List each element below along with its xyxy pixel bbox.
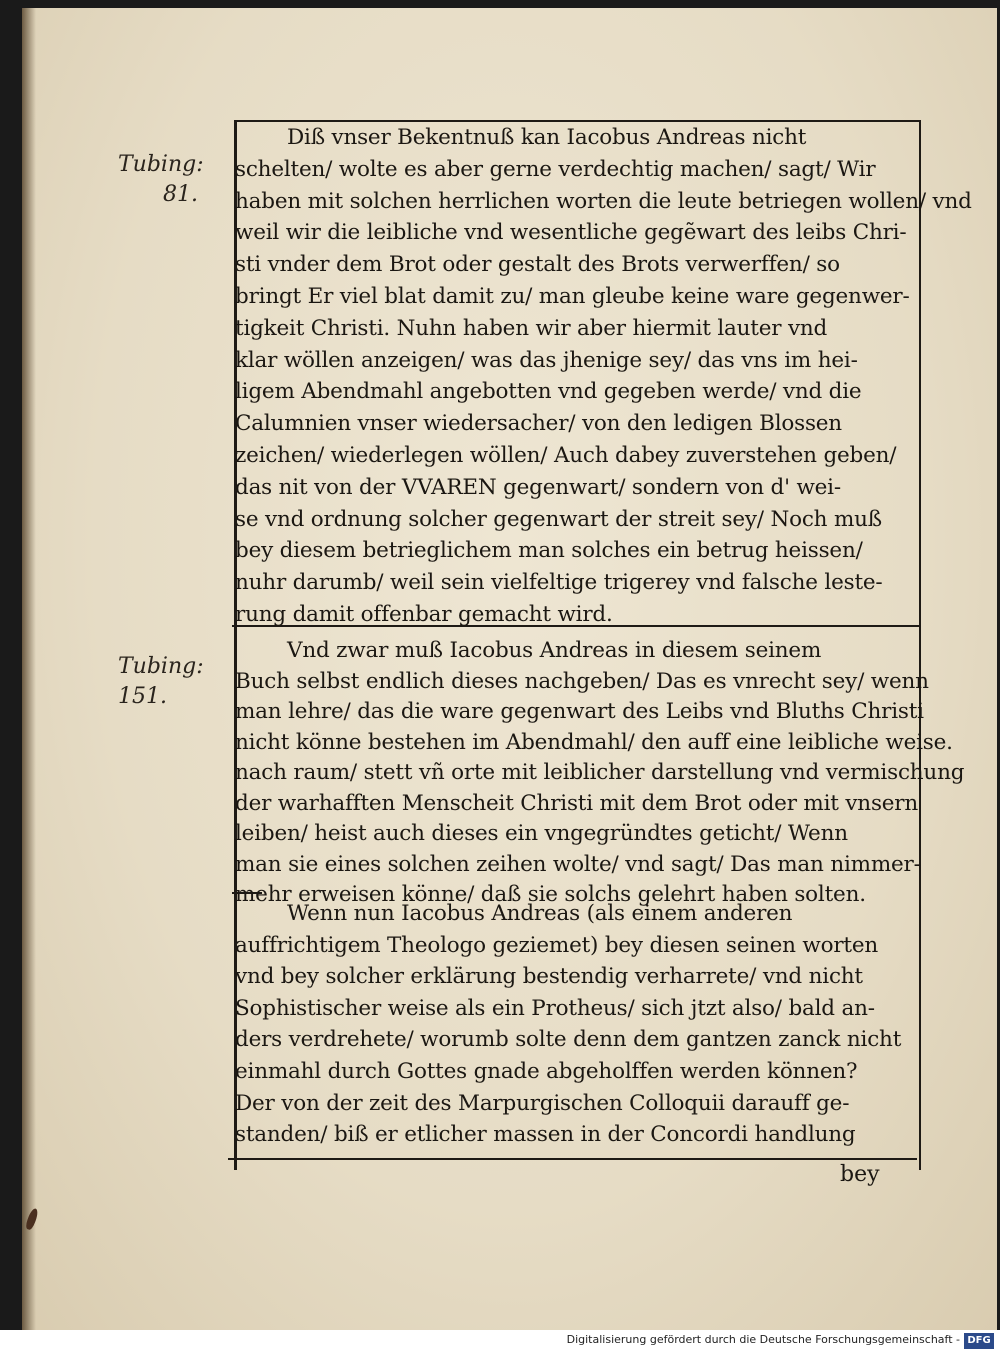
text-line: das nit von der VVAREN gegenwart/ sondern von d' wei- xyxy=(235,474,841,500)
text-line: Vnd zwar muß Iacobus Andreas in diesem seinem xyxy=(287,638,822,663)
text-line: standen/ biß er etlicher massen in der Concordi handlung xyxy=(235,1122,856,1148)
text-line: mehr erweisen könne/ daß sie solchs gelehrt haben solten. xyxy=(235,882,866,907)
text-line: rung damit offenbar gemacht wird. xyxy=(235,601,613,627)
text-line: nach raum/ stett vñ orte mit leiblicher darstellung vnd vermischung xyxy=(235,760,965,785)
text-line: nuhr darumb/ weil sein vielfeltige trigerey vnd falsche leste- xyxy=(235,570,883,596)
text-line: einmahl durch Gottes gnade abgeholffen werden können? xyxy=(235,1058,858,1084)
funding-credit: Digitalisierung gefördert durch die Deutsche Forschungsgemeinschaft - xyxy=(566,1333,960,1346)
text-line: nicht könne bestehen im Abendmahl/ den auff eine leibliche weise. xyxy=(235,729,953,755)
text-line: bey diesem betrieglichem man solches ein betrug heissen/ xyxy=(235,538,863,564)
text-line: schelten/ wolte es aber gerne verdechtig machen/ sagt/ Wir xyxy=(235,156,876,182)
text-line: bringt Er viel blat damit zu/ man gleube keine ware gegenwer- xyxy=(235,283,910,309)
margin-note-2 xyxy=(118,652,208,712)
text-line: zeichen/ wiederlegen wöllen/ Auch dabey zuverstehen geben/ xyxy=(235,442,897,468)
text-line: man sie eines solchen zeihen wolte/ vnd sagt/ Das man nimmer- xyxy=(235,851,921,877)
text-line: Buch selbst endlich dieses nachgeben/ Das es vnrecht sey/ wenn xyxy=(235,668,929,694)
text-line: vnd bey solcher erklärung bestendig verharrete/ vnd nicht xyxy=(235,964,863,990)
paragraph-1 xyxy=(235,122,972,631)
text-line: haben mit solchen herrlichen worten die leute betriegen wollen/ vnd xyxy=(235,188,972,214)
frame-bottom-line xyxy=(228,1158,917,1160)
paragraph-2 xyxy=(235,636,965,911)
text-line: Sophistischer weise als ein Protheus/ sich jtzt also/ bald an- xyxy=(235,995,875,1021)
text-line: tigkeit Christi. Nuhn haben wir aber hiermit lauter vnd xyxy=(235,315,828,341)
text-line: man lehre/ das die ware gegenwart des Leibs vnd Bluths Christi xyxy=(235,699,924,724)
margin-note-page: 81. xyxy=(163,182,198,207)
text-line: sti vnder dem Brot oder gestalt des Brots verwerffen/ so xyxy=(235,252,840,278)
text-line: leiben/ heist auch dieses ein vngegründtes geticht/ Wenn xyxy=(235,821,848,846)
text-line: Diß vnser Bekentnuß kan Iacobus Andreas nicht xyxy=(287,125,807,150)
paragraph-3 xyxy=(235,898,902,1151)
dfg-logo-icon: DFG xyxy=(964,1333,994,1349)
margin-note-1 xyxy=(118,150,208,210)
digitization-footer xyxy=(0,1330,1000,1352)
text-line: auffrichtigem Theologo geziemet) bey diesen seinen worten xyxy=(235,932,879,958)
text-line: klar wöllen anzeigen/ was das jhenige sey/ das vns im hei- xyxy=(235,347,858,373)
text-line: Der von der zeit des Marpurgischen Colloquii darauff ge- xyxy=(235,1090,850,1116)
text-line: Calumnien vnser wiedersacher/ von den ledigen Blossen xyxy=(235,411,842,437)
text-line: der warhafften Menscheit Christi mit dem Brot oder mit vnsern xyxy=(235,790,919,816)
text-line: ders verdrehete/ worumb solte denn dem gantzen zanck nicht xyxy=(235,1027,902,1053)
text-line: Wenn nun Iacobus Andreas (als einem anderen xyxy=(287,901,793,926)
margin-note-page: 151. xyxy=(118,684,167,709)
text-line: ligem Abendmahl angebotten vnd gegeben werde/ vnd die xyxy=(235,379,862,405)
margin-note-ref: Tubing: xyxy=(118,152,204,177)
catchword: bey xyxy=(840,1162,880,1187)
margin-note-ref: Tubing: xyxy=(118,654,204,679)
page-gutter-shadow xyxy=(22,8,36,1330)
text-line: weil wir die leibliche vnd wesentliche gegẽwart des leibs Chri- xyxy=(235,220,907,246)
text-line: se vnd ordnung solcher gegenwart der streit sey/ Noch muß xyxy=(235,506,882,532)
